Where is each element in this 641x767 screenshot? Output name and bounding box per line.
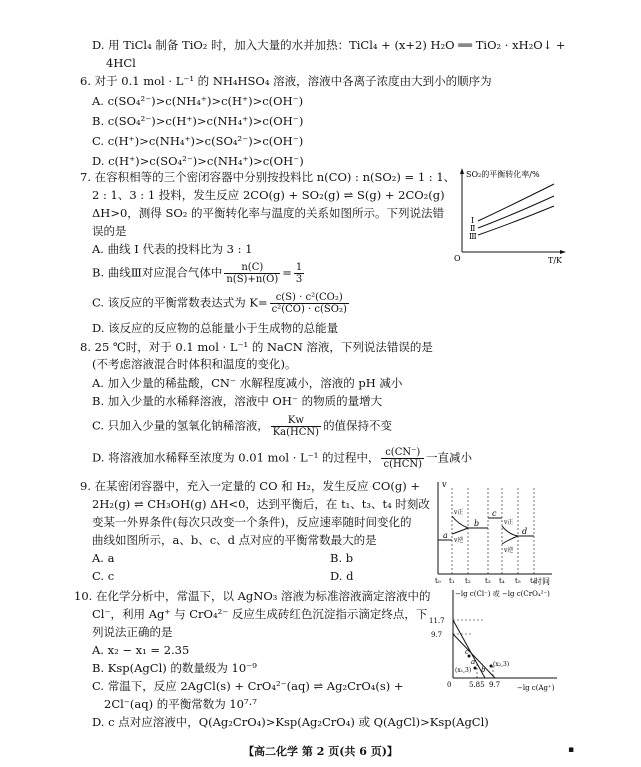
q10-stem-line2: Cl⁻，利用 Ag⁺ 与 CrO₄²⁻ 反应生成砖红色沉淀指示滴定终点，下 xyxy=(92,607,428,621)
q10-graph-ylabel: −lg c(Cl⁻) 或 −lg c(CrO₄²⁻) xyxy=(455,590,550,598)
q7-graph-ylabel: SO₂的平衡转化率/% xyxy=(466,170,540,179)
q5-option-d-line2: 4HCl xyxy=(106,56,136,70)
q7-option-c: C. 该反应的平衡常数表达式为 K= $\frac{\text{c(S) · c²(CO₂)}}{\text{c²(CO) · c(SO₂)}}$ xyxy=(92,292,347,315)
q5-option-d-line1: D. 用 TiCl₄ 制备 TiO₂ 时，加入大量的水并加热：TiCl₄ + (x+2) H₂O ══ TiO₂ · xH₂O↓ + xyxy=(92,38,566,52)
q9-v-label-1: v正 xyxy=(454,509,464,516)
q8-stem-line1: 8. 25 ℃时，对于 0.1 mol · L⁻¹ 的 NaCN 溶液，下列说法错误的是 xyxy=(80,340,433,354)
q7-graph-origin: O xyxy=(454,254,461,263)
q9-option-b: B. b xyxy=(330,551,354,565)
q9-v-label-3: v正 xyxy=(504,519,514,526)
q7-curve-label-1: Ⅰ xyxy=(471,216,475,225)
q9-stem-line1: 9. 在某密闭容器中，充入一定量的 CO 和 H₂，发生反应 CO(g) + xyxy=(80,479,420,493)
q9-stem-line3: 变某一外界条件(每次只改变一个条件)，反应速率随时间变化的 xyxy=(92,515,412,529)
q9-tick-t6: t₆ xyxy=(530,577,536,585)
q7-graph xyxy=(450,166,570,266)
q9-graph-ylabel: v xyxy=(442,480,447,489)
q9-point-a: a xyxy=(443,531,448,540)
q9-tick-t5: t₅ xyxy=(515,577,521,585)
q10-point-b: b xyxy=(481,666,486,674)
q9-stem-line2: 2H₂(g) ⇌ CH₃OH(g) ΔH<0，达到平衡后，在 t₁、t₃、t₄ 时刻改 xyxy=(92,497,430,511)
q6-option-d: D. c(H⁺)>c(SO₄²⁻)>c(NH₄⁺)>c(OH⁻) xyxy=(92,154,304,168)
page-footer: 【高二化学 第 2 页(共 6 页)】 xyxy=(243,745,398,758)
q10-graph-xlabel: −lg c(Ag⁺) xyxy=(517,684,555,692)
q7-curve-label-3: Ⅲ xyxy=(469,232,477,241)
q6-stem: 6. 对于 0.1 mol · L⁻¹ 的 NH₄HSO₄ 溶液，溶液中各离子浓度由大到小的顺序为 xyxy=(80,74,492,88)
q7-curve-label-2: Ⅱ xyxy=(470,224,476,233)
footer-mark: ▪ xyxy=(568,745,575,755)
q9-tick-t4: t₄ xyxy=(499,577,505,585)
q6-option-b: B. c(SO₄²⁻)>c(H⁺)>c(NH₄⁺)>c(OH⁻) xyxy=(92,114,304,128)
q10-option-b: B. Ksp(AgCl) 的数量级为 10⁻⁹ xyxy=(92,661,257,675)
q8-option-c: C. 只加入少量的氢氧化钠稀溶液， $\frac{Kw}{\text{Ka(HCN)}}$ 的值保持不变 xyxy=(92,415,393,438)
q10-graph-origin: 0 xyxy=(447,681,452,689)
q10-xtick-5-85: 5.85 xyxy=(469,681,485,689)
q6-option-a: A. c(SO₄²⁻)>c(NH₄⁺)>c(H⁺)>c(OH⁻) xyxy=(92,94,304,108)
q7-stem-line1: 7. 在容积相等的三个密闭容器中分别按投料比 n(CO) : n(SO₂) = 1 : 1、 xyxy=(80,170,456,184)
q7-stem-line4: 误的是 xyxy=(92,224,127,238)
q9-tick-t1: t₁ xyxy=(449,577,455,585)
q7-curve-1 xyxy=(478,184,554,221)
q7-stem-line2: 2 : 1、3 : 1 投料，发生反应 2CO(g) + SO₂(g) ⇌ S(g) + 2CO₂(g) xyxy=(92,188,445,202)
q9-option-d: D. d xyxy=(330,569,354,583)
q9-tick-t0: t₀ xyxy=(435,577,441,585)
q10-ytick-9-7: 9.7 xyxy=(431,631,443,639)
q10-point-x2: (x₂,3) xyxy=(493,661,510,668)
q9-point-d: d xyxy=(522,527,528,536)
q10-point-a: a xyxy=(471,658,476,666)
q10-xtick-9-7: 9.7 xyxy=(489,681,501,689)
q9-option-c: C. c xyxy=(92,569,115,583)
q9-tick-t3: t₃ xyxy=(485,577,491,585)
q7-stem-line3: ΔH>0，测得 SO₂ 的平衡转化率与温度的关系如图所示。下列说法错 xyxy=(92,206,445,220)
q7-curve-2 xyxy=(478,196,554,228)
q9-point-c: c xyxy=(492,509,497,518)
q7-graph-xlabel: T/K xyxy=(548,256,563,265)
q9-option-a: A. a xyxy=(92,551,115,565)
q9-tick-t2: t₂ xyxy=(465,577,471,585)
q9-v-label-4: v逆 xyxy=(504,547,514,554)
q10-graph xyxy=(425,586,565,696)
q9-v-label-2: v逆 xyxy=(454,537,464,544)
q9-graph xyxy=(430,478,560,586)
q10-option-d: D. c 点对应溶液中，Q(Ag₂CrO₄)>Ksp(Ag₂CrO₄) 或 Q(AgCl)>Ksp(AgCl) xyxy=(92,715,489,729)
q8-option-b: B. 加入少量的水稀释溶液，溶液中 OH⁻ 的物质的量增大 xyxy=(92,394,383,408)
q10-option-a: A. x₂ − x₁ = 2.35 xyxy=(92,643,190,657)
q7-option-a: A. 曲线 Ⅰ 代表的投料比为 3 : 1 xyxy=(92,242,253,256)
q10-stem-line1: 10. 在化学分析中，常温下，以 AgNO₃ 溶液为标准溶液滴定溶液中的 xyxy=(74,589,431,603)
q10-option-c-line2: 2Cl⁻(aq) 的平衡常数为 10⁷·⁷ xyxy=(104,697,257,711)
q9-graph-xlabel: 时间 xyxy=(534,577,550,586)
q6-option-c: C. c(H⁺)>c(NH₄⁺)>c(SO₄²⁻)>c(OH⁻) xyxy=(92,134,304,148)
q10-point-x1: (x₁,3) xyxy=(455,667,472,674)
q7-option-b: B. 曲线Ⅲ对应混合气体中 $\frac{n(C)}{n(S)+n(O)}$ = $\frac{1}{3}$ xyxy=(92,262,303,285)
q8-stem-line2: (不考虑溶液混合时体积和温度的变化)。 xyxy=(92,357,297,371)
q9-point-b: b xyxy=(474,519,480,528)
q7-option-d: D. 该反应的反应物的总能量小于生成物的总能量 xyxy=(92,321,339,335)
q9-stem-line4: 曲线如图所示，a、b、c、d 点对应的平衡常数最大的是 xyxy=(92,533,377,547)
q8-option-a: A. 加入少量的稀盐酸，CN⁻ 水解程度减小，溶液的 pH 减小 xyxy=(92,376,403,390)
q10-point-c: c xyxy=(465,648,469,656)
q7-curve-3 xyxy=(478,206,554,235)
q10-stem-line3: 列说法正确的是 xyxy=(92,625,173,639)
q10-ytick-11-7: 11.7 xyxy=(429,617,445,625)
q10-option-c-line1: C. 常温下，反应 2AgCl(s) + CrO₄²⁻(aq) ⇌ Ag₂CrO₄(s) + xyxy=(92,679,404,693)
q8-option-d: D. 将溶液加水稀释至浓度为 0.01 mol · L⁻¹ 的过程中， $\frac{c(CN^-)}{\text{c(HCN)}}$ 一直减小 xyxy=(92,447,473,470)
